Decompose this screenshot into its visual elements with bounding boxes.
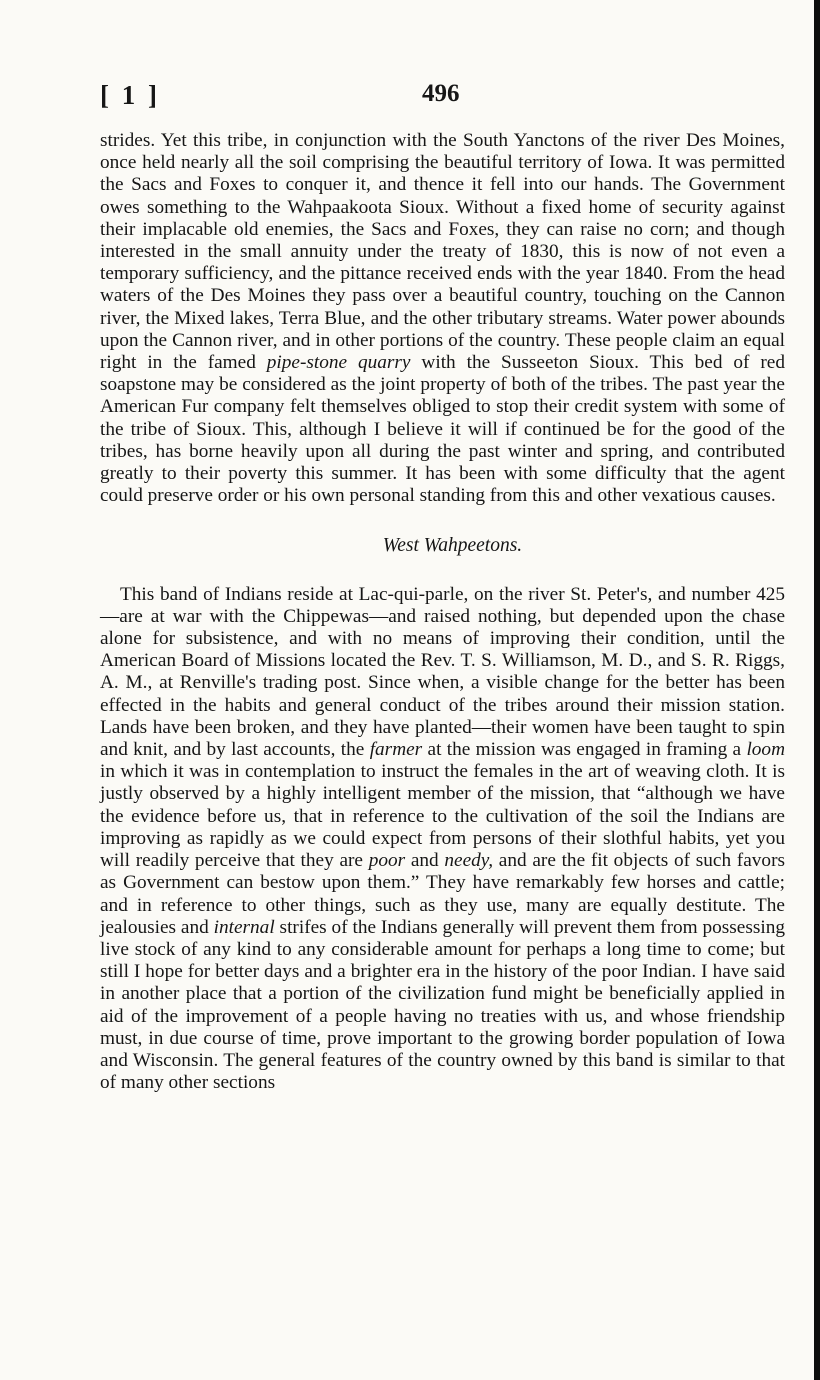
italic-run: poor bbox=[368, 850, 406, 872]
text-run: and are the fit objects of such favors as Government can bestow upon them.” They have remarkably few horses and cattle; and in reference to other things, such as they use, many are equally destitute. The jealousies and bbox=[100, 850, 785, 938]
page-number: 496 bbox=[422, 80, 460, 107]
section-heading: West Wahpeetons. bbox=[382, 535, 523, 557]
paragraph-wahpaakoota bbox=[100, 130, 785, 507]
paragraph-west-wahpeetons bbox=[100, 584, 785, 1095]
folio-signature: [ 1 ] bbox=[100, 80, 160, 110]
text-run: in which it was in contemplation to instruct the females in the art of weaving cloth. It is justly observed by a highly intelligent member of the mission, that “although we have the evidence before us, that in reference to the cultivation of the soil the Indians are improving as rapidly as we could expect from persons of their slothful habits, yet you will readily perceive that they are bbox=[100, 761, 785, 872]
text-run: and bbox=[405, 850, 445, 872]
text-run: This band of Indians reside at Lac-qui-parle, on the river St. Peter's, and number 425—are at war with the Chippewas—and raised nothing, but depended upon the chase alone for subsistence, and with no means of improving their condition, until the American Board of Missions located the Rev. T. S. Williamson, M. D., and S. R. Riggs, A. M., at Renville's trading post. Since when, a visible change for the better has been effected in the habits and general conduct of the tribes around their mission station. Lands have been broken, and they have planted—their women have been taught to spin and knit, and by last accounts, the bbox=[100, 583, 785, 761]
italic-run: loom bbox=[746, 739, 785, 761]
scan-edge bbox=[814, 0, 820, 1380]
italic-run: internal bbox=[213, 916, 275, 938]
text-run: strifes of the Indians generally will prevent them from possessing live stock of any kind to any considerable amount for perhaps a long time to come; but still I hope for better days and a brighter era in the history of the poor Indian. I have said in another place that a portion of the civilization fund might be beneficially applied in aid of the improvement of a people having no treaties with us, and whose friendship must, in due course of time, prove important to the growing border population of Iowa and Wisconsin. The general features of the country owned by this band is similar to that of many other sections bbox=[100, 916, 785, 1094]
text-run: at the mission was engaged in framing a bbox=[422, 739, 747, 761]
italic-run: pipe-stone quarry bbox=[266, 352, 411, 374]
page-body bbox=[100, 130, 785, 1094]
italic-run: farmer bbox=[369, 739, 423, 761]
text-run: strides. Yet this tribe, in conjunction with the South Yanctons of the river Des Moines, once held nearly all the soil comprising the beautiful territory of Iowa. It was permitted the Sacs and Foxes to conquer it, and thence it fell into our hands. The Government owes something to the Wahpaakoota Sioux. Without a fixed home of security against their implacable old enemies, the Sacs and Foxes, they can raise no corn; and though interested in the small annuity under the treaty of 1830, this is now of not even a temporary sufficiency, and the pittance received ends with the year 1840. From the head waters of the Des Moines they pass over a beautiful country, touching on the Cannon river, the Mixed lakes, Terra Blue, and the other tributary streams. Water power abounds upon the Cannon river, and in other portions of the country. These people claim an equal right in the famed bbox=[100, 130, 785, 374]
page-header bbox=[100, 80, 785, 114]
italic-run: needy, bbox=[444, 850, 494, 872]
text-run: with the Susseeton Sioux. This bed of red soapstone may be considered as the joint property of both of the tribes. The past year the American Fur company felt themselves obliged to stop their credit system with some of the tribe of Sioux. This, although I believe it will if continued be for the good of the tribes, has borne heavily upon all during the past winter and spring, and contributed greatly to their poverty this summer. It has been with some difficulty that the agent could preserve order or his own personal standing from this and other vexatious causes. bbox=[100, 352, 785, 507]
